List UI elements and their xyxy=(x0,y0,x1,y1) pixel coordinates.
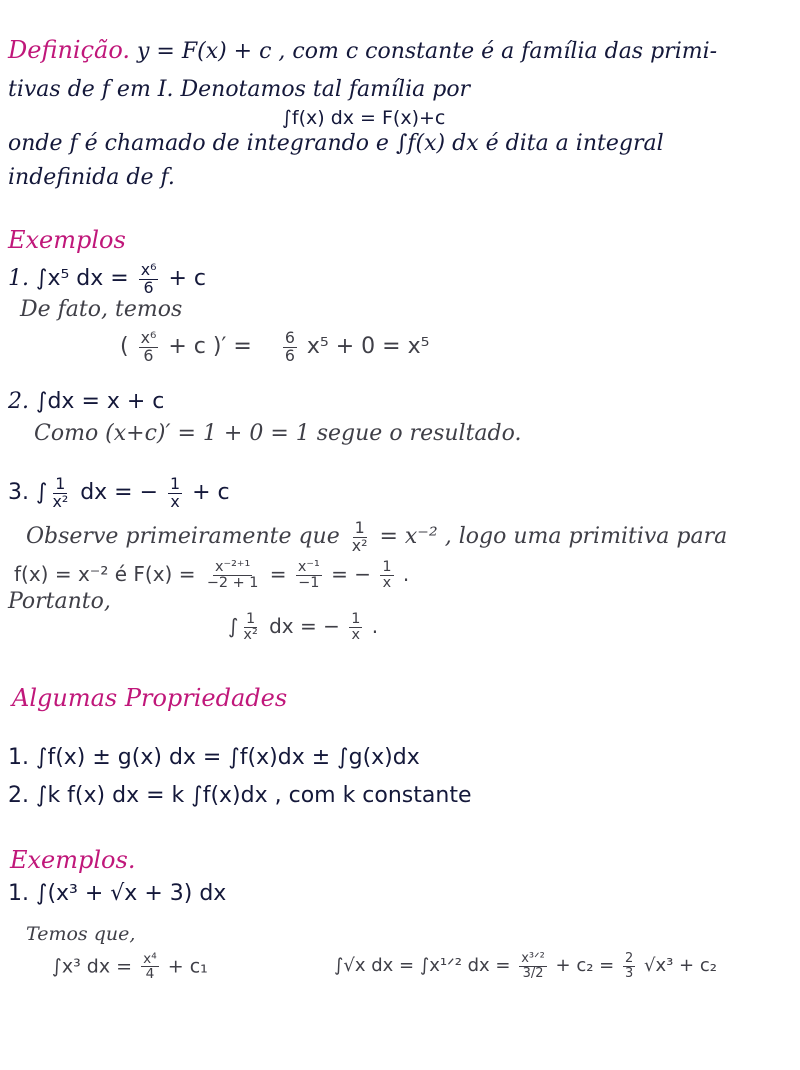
primitive-frac1-num: x⁻²⁺¹ xyxy=(214,559,251,575)
derivative-frac-num: x⁶ xyxy=(140,328,157,347)
conclusion-frac2-den: x xyxy=(351,627,361,644)
conclusion-fraction-2 xyxy=(349,612,362,643)
primitive-fraction-1 xyxy=(205,560,261,591)
calc-2-fraction-2 xyxy=(623,952,635,980)
temos-que-label: Temos que, xyxy=(26,923,136,945)
example-1-frac-num: x⁶ xyxy=(140,260,157,279)
calc-2-start: ∫√x dx = ∫x¹ᐟ² dx = xyxy=(334,955,511,977)
observation-fraction xyxy=(350,520,370,554)
derivative-open-paren: ( xyxy=(120,334,129,360)
definition-line-3: onde f é chamado de integrando e ∫f(x) dx é dita a integral xyxy=(8,131,664,156)
example-3-observation xyxy=(26,520,727,554)
definition-formula: ∫f(x) dx = F(x)+c xyxy=(282,107,446,129)
example-1-fraction xyxy=(139,262,159,296)
example-3-frac-den: x² xyxy=(52,491,69,511)
calc-2-frac-num: x³ᐟ² xyxy=(521,951,545,966)
derivative-rhs-frac-den: 6 xyxy=(284,345,295,365)
derivative-rhs-frac-num: 6 xyxy=(284,328,295,347)
conclusion-end: . xyxy=(371,614,379,639)
example-2-integral xyxy=(8,388,164,416)
properties-heading: Algumas Propriedades xyxy=(12,684,288,712)
calc-2-frac-den: 3/2 xyxy=(522,965,544,981)
example-3-conclusion xyxy=(228,612,378,643)
primitive-frac1-den: −2 + 1 xyxy=(206,575,259,592)
calc-1-frac-den: 4 xyxy=(145,966,155,983)
example-3-result-fraction xyxy=(168,476,182,510)
example-3-tail: + c xyxy=(192,480,230,506)
property-2: 2. ∫k f(x) dx = k ∫f(x)dx , com k constante xyxy=(8,783,472,808)
example-1-integral xyxy=(8,262,206,296)
conclusion-frac-num: 1 xyxy=(245,611,256,627)
conclusion-frac-den: x² xyxy=(243,627,258,644)
example-3-res-frac-num: 1 xyxy=(170,474,181,493)
primitive-eq-2: = − xyxy=(331,562,371,587)
calc-1-end: + c₁ xyxy=(167,955,208,978)
conclusion-fraction xyxy=(241,612,259,643)
calc-2-frac2-num: 2 xyxy=(625,951,634,966)
conclusion-frac2-num: 1 xyxy=(351,611,361,627)
example-3-integral xyxy=(8,476,230,510)
definition-line-2: tivas de f em I. Denotamos tal família por xyxy=(8,77,471,102)
observation-start: Observe primeiramente que xyxy=(26,524,340,550)
calc-2-frac2-den: 3 xyxy=(625,965,634,981)
calc-2 xyxy=(334,952,717,980)
example-1-proof-intro: De fato, temos xyxy=(20,297,183,322)
derivative-rhs-tail: x⁵ + 0 = x⁵ xyxy=(306,334,430,360)
example-1-derivative xyxy=(120,330,429,364)
example-3-res-frac-den: x xyxy=(170,491,180,511)
example-2-formula: ∫dx = x + c xyxy=(36,389,165,414)
primitive-end: . xyxy=(402,562,410,587)
conclusion-integral-sign: ∫ xyxy=(228,614,239,639)
primitive-frac2-den: −1 xyxy=(298,575,320,592)
primitive-frac3-num: 1 xyxy=(382,559,392,575)
calc-2-mid: + c₂ = xyxy=(555,955,615,977)
observation-frac-num: 1 xyxy=(354,518,365,537)
example-3-primitive-line xyxy=(14,560,409,591)
primitive-frac3-den: x xyxy=(382,575,392,592)
observation-end: = x⁻² , logo uma primitiva para xyxy=(379,524,728,550)
calc-1-start: ∫x³ dx = xyxy=(52,955,133,978)
primitive-fraction-3 xyxy=(380,560,393,591)
derivative-rhs-fraction xyxy=(283,330,297,364)
example-3-fraction xyxy=(50,476,70,510)
example-1-tail: + c xyxy=(168,266,206,292)
example-2-explanation: Como (x+c)′ = 1 + 0 = 1 segue o resultado. xyxy=(34,421,522,446)
primitive-line-start: f(x) = x⁻² é F(x) = xyxy=(14,562,196,587)
primitive-frac2-num: x⁻¹ xyxy=(297,559,320,575)
example-1-lhs: ∫x⁵ dx = xyxy=(36,266,129,292)
calc-1 xyxy=(52,952,208,982)
derivative-fraction xyxy=(139,330,159,364)
example-3-mid: dx = − xyxy=(80,480,159,506)
conclusion-mid: dx = − xyxy=(269,614,340,639)
example-2-1-integral: 1. ∫(x³ + √x + 3) dx xyxy=(8,881,227,906)
derivative-frac-den: 6 xyxy=(143,345,154,365)
observation-frac-den: x² xyxy=(351,535,368,555)
property-1: 1. ∫f(x) ± g(x) dx = ∫f(x)dx ± ∫g(x)dx xyxy=(8,745,420,770)
primitive-fraction-2 xyxy=(296,560,322,591)
definition-label: Definição. xyxy=(8,36,130,64)
example-1-number: 1. xyxy=(8,266,29,292)
definition-line-4: indefinida de f. xyxy=(8,165,175,190)
primitive-eq-1: = xyxy=(269,562,287,587)
example-1-frac-den: 6 xyxy=(143,277,154,297)
derivative-lhs-tail: + c )′ = xyxy=(168,334,252,360)
definition-line-1 xyxy=(8,36,717,66)
calc-2-end: √x³ + c₂ xyxy=(643,955,717,977)
definition-text-1: y = F(x) + c , com c constante é a família das primi- xyxy=(137,39,718,64)
examples-heading-1: Exemplos xyxy=(8,226,126,254)
example-2-number: 2. xyxy=(8,389,29,414)
calc-1-fraction xyxy=(141,952,159,982)
example-3-frac-num: 1 xyxy=(55,474,66,493)
portanto-label: Portanto, xyxy=(8,589,111,614)
examples-heading-2: Exemplos. xyxy=(10,846,136,874)
example-3-integral-sign: ∫ xyxy=(36,480,48,506)
calc-1-frac-num: x⁴ xyxy=(143,951,157,967)
example-3-number: 3. xyxy=(8,480,29,506)
calc-2-fraction xyxy=(519,952,547,980)
